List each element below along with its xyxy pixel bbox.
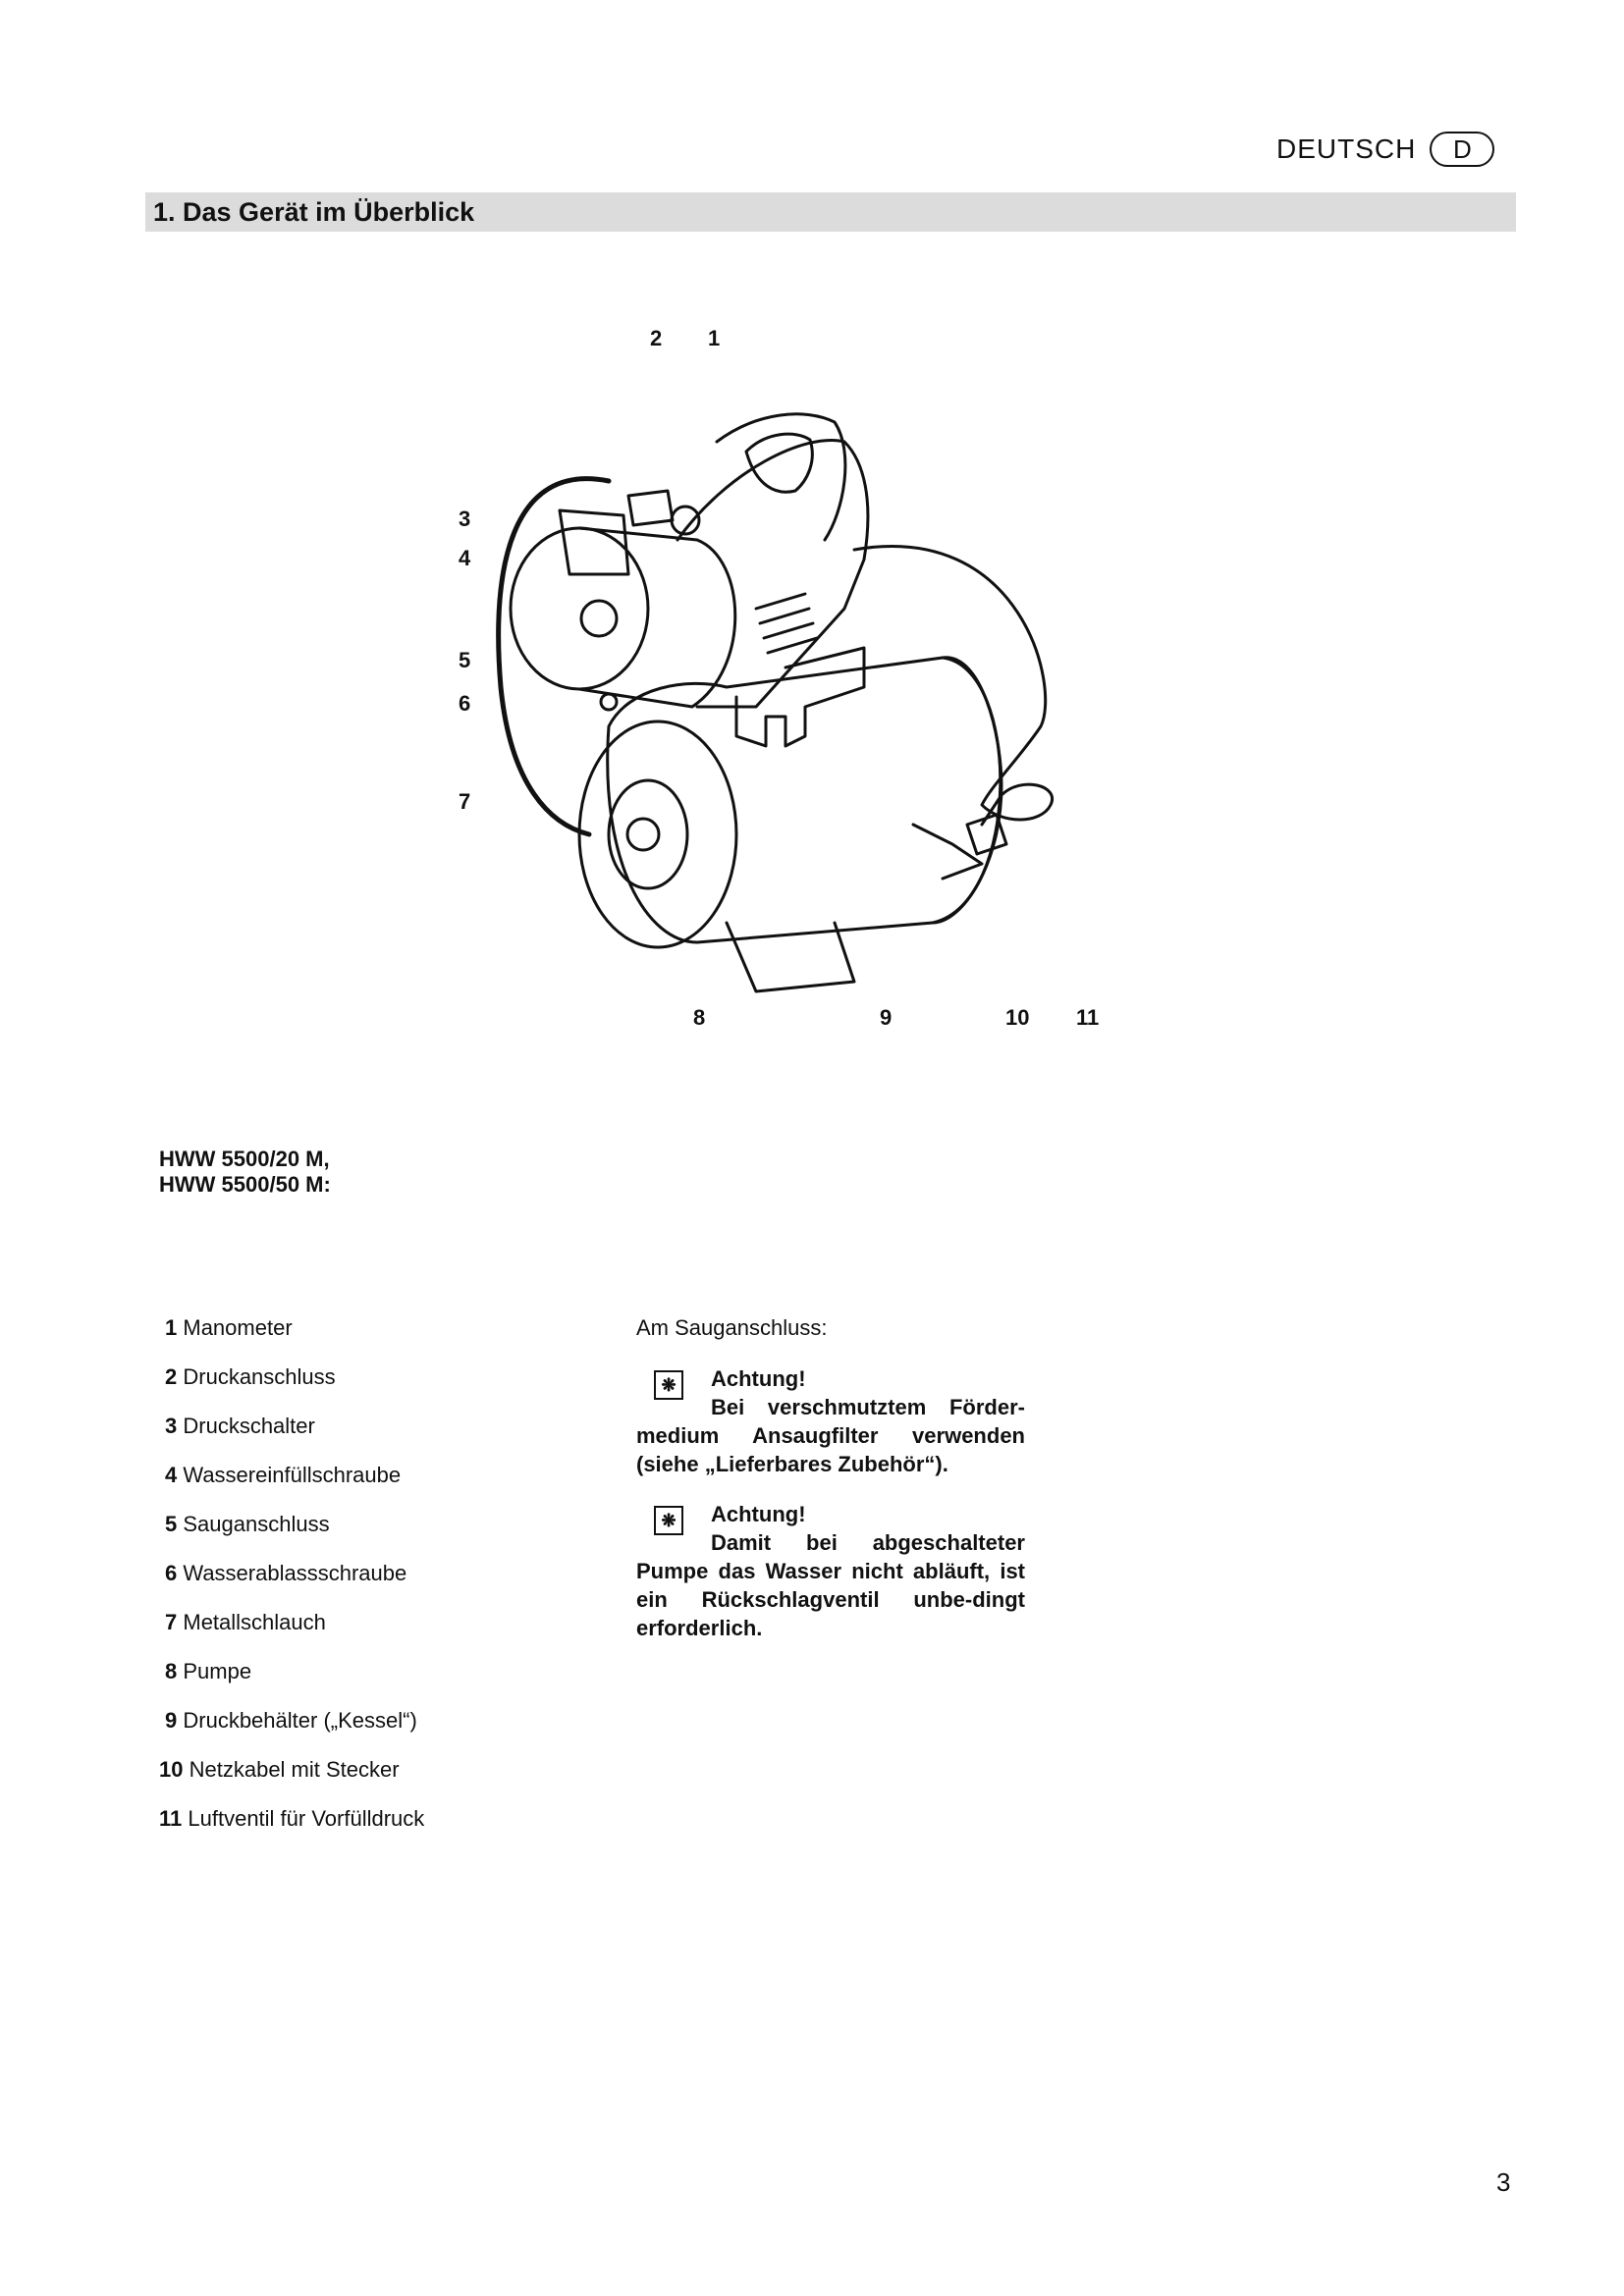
power-cable — [854, 546, 1053, 825]
list-item — [165, 1659, 251, 1684]
warning-text: Bei verschmutztem Förder-medium Ansaugfilter verwenden (siehe „Lieferbares Zubehör“). — [636, 1395, 1025, 1476]
warning-block — [636, 1364, 1025, 1478]
power-plug — [967, 815, 1006, 854]
part-label: Druckanschluss — [183, 1364, 336, 1389]
drain-screw — [601, 694, 617, 710]
part-number: 7 — [165, 1610, 178, 1634]
warning-heading: Achtung! — [711, 1502, 806, 1526]
callout-7: 7 — [459, 789, 471, 814]
part-number: 5 — [165, 1512, 178, 1536]
model-line-2: HWW 5500/50 M: — [159, 1172, 331, 1197]
callout-9: 9 — [880, 1005, 893, 1030]
part-label: Luftventil für Vorfülldruck — [188, 1806, 425, 1831]
part-label: Metallschlauch — [183, 1610, 326, 1634]
part-label: Druckbehälter („Kessel“) — [183, 1708, 417, 1733]
tank-body — [608, 658, 1001, 942]
callout-5: 5 — [459, 648, 471, 672]
notes-intro: Am Sauganschluss: — [636, 1315, 828, 1340]
callout-4: 4 — [459, 546, 471, 570]
pump-housing — [579, 528, 735, 707]
pressure-fitting — [628, 491, 673, 525]
motor-ribs — [756, 594, 817, 653]
list-item — [159, 1757, 400, 1783]
callout-11: 11 — [1076, 1005, 1100, 1030]
list-item — [165, 1708, 417, 1734]
metal-hose — [499, 479, 609, 834]
motor-bracket — [736, 648, 864, 746]
carry-handle — [717, 414, 845, 540]
callout-1: 1 — [708, 326, 721, 350]
section-title: 1. Das Gerät im Überblick — [153, 197, 475, 227]
part-label: Sauganschluss — [183, 1512, 330, 1536]
list-item — [159, 1806, 424, 1832]
warning-block — [636, 1500, 1025, 1642]
pump-diagram — [432, 314, 1139, 1041]
list-item — [165, 1414, 315, 1439]
page-number: 3 — [1496, 2167, 1511, 2197]
language-label: DEUTSCH — [1276, 133, 1417, 164]
callout-2: 2 — [650, 326, 663, 350]
list-item — [165, 1512, 330, 1537]
callout-3: 3 — [459, 507, 471, 531]
part-number: 6 — [165, 1561, 178, 1585]
part-number: 8 — [165, 1659, 178, 1683]
part-label: Wasserablassschraube — [183, 1561, 407, 1585]
list-item — [165, 1315, 293, 1341]
warning-icon: ❋ — [654, 1370, 683, 1400]
pump-illustration — [432, 314, 1139, 1041]
model-designation — [159, 1147, 331, 1198]
part-label: Manometer — [183, 1315, 293, 1340]
part-label: Pumpe — [183, 1659, 252, 1683]
callout-6: 6 — [459, 691, 471, 716]
callout-8: 8 — [693, 1005, 706, 1030]
section-header-bar — [145, 192, 1516, 232]
list-item — [165, 1463, 401, 1488]
list-item — [165, 1610, 326, 1635]
suction-notes — [636, 1315, 1025, 1642]
tank-flange-center — [627, 819, 659, 850]
part-label: Druckschalter — [183, 1414, 315, 1438]
model-line-1: HWW 5500/20 M, — [159, 1147, 330, 1171]
part-label: Netzkabel mit Stecker — [189, 1757, 400, 1782]
tank-foot-front — [727, 923, 854, 991]
motor-housing — [677, 440, 868, 707]
tank-foot-back — [913, 825, 982, 879]
part-number: 4 — [165, 1463, 178, 1487]
language-indicator — [1276, 130, 1494, 169]
part-number: 10 — [159, 1757, 184, 1782]
warning-icon: ❋ — [654, 1506, 683, 1535]
part-number: 1 — [165, 1315, 178, 1340]
list-item — [165, 1561, 406, 1586]
part-number: 2 — [165, 1364, 178, 1389]
part-label: Wassereinfüllschraube — [183, 1463, 402, 1487]
warning-heading: Achtung! — [711, 1366, 806, 1391]
list-item — [165, 1364, 336, 1390]
callout-10: 10 — [1005, 1005, 1030, 1030]
part-number: 11 — [159, 1806, 183, 1831]
part-number: 9 — [165, 1708, 178, 1733]
suction-port — [581, 601, 617, 636]
warning-text: Damit bei abgeschalteter Pumpe das Wasser nicht abläuft, ist ein Rückschlagventil unbe-dingt erforderlich. — [636, 1530, 1025, 1640]
part-number: 3 — [165, 1414, 178, 1438]
language-code-badge: D — [1430, 132, 1494, 167]
tank-flange — [609, 780, 687, 888]
